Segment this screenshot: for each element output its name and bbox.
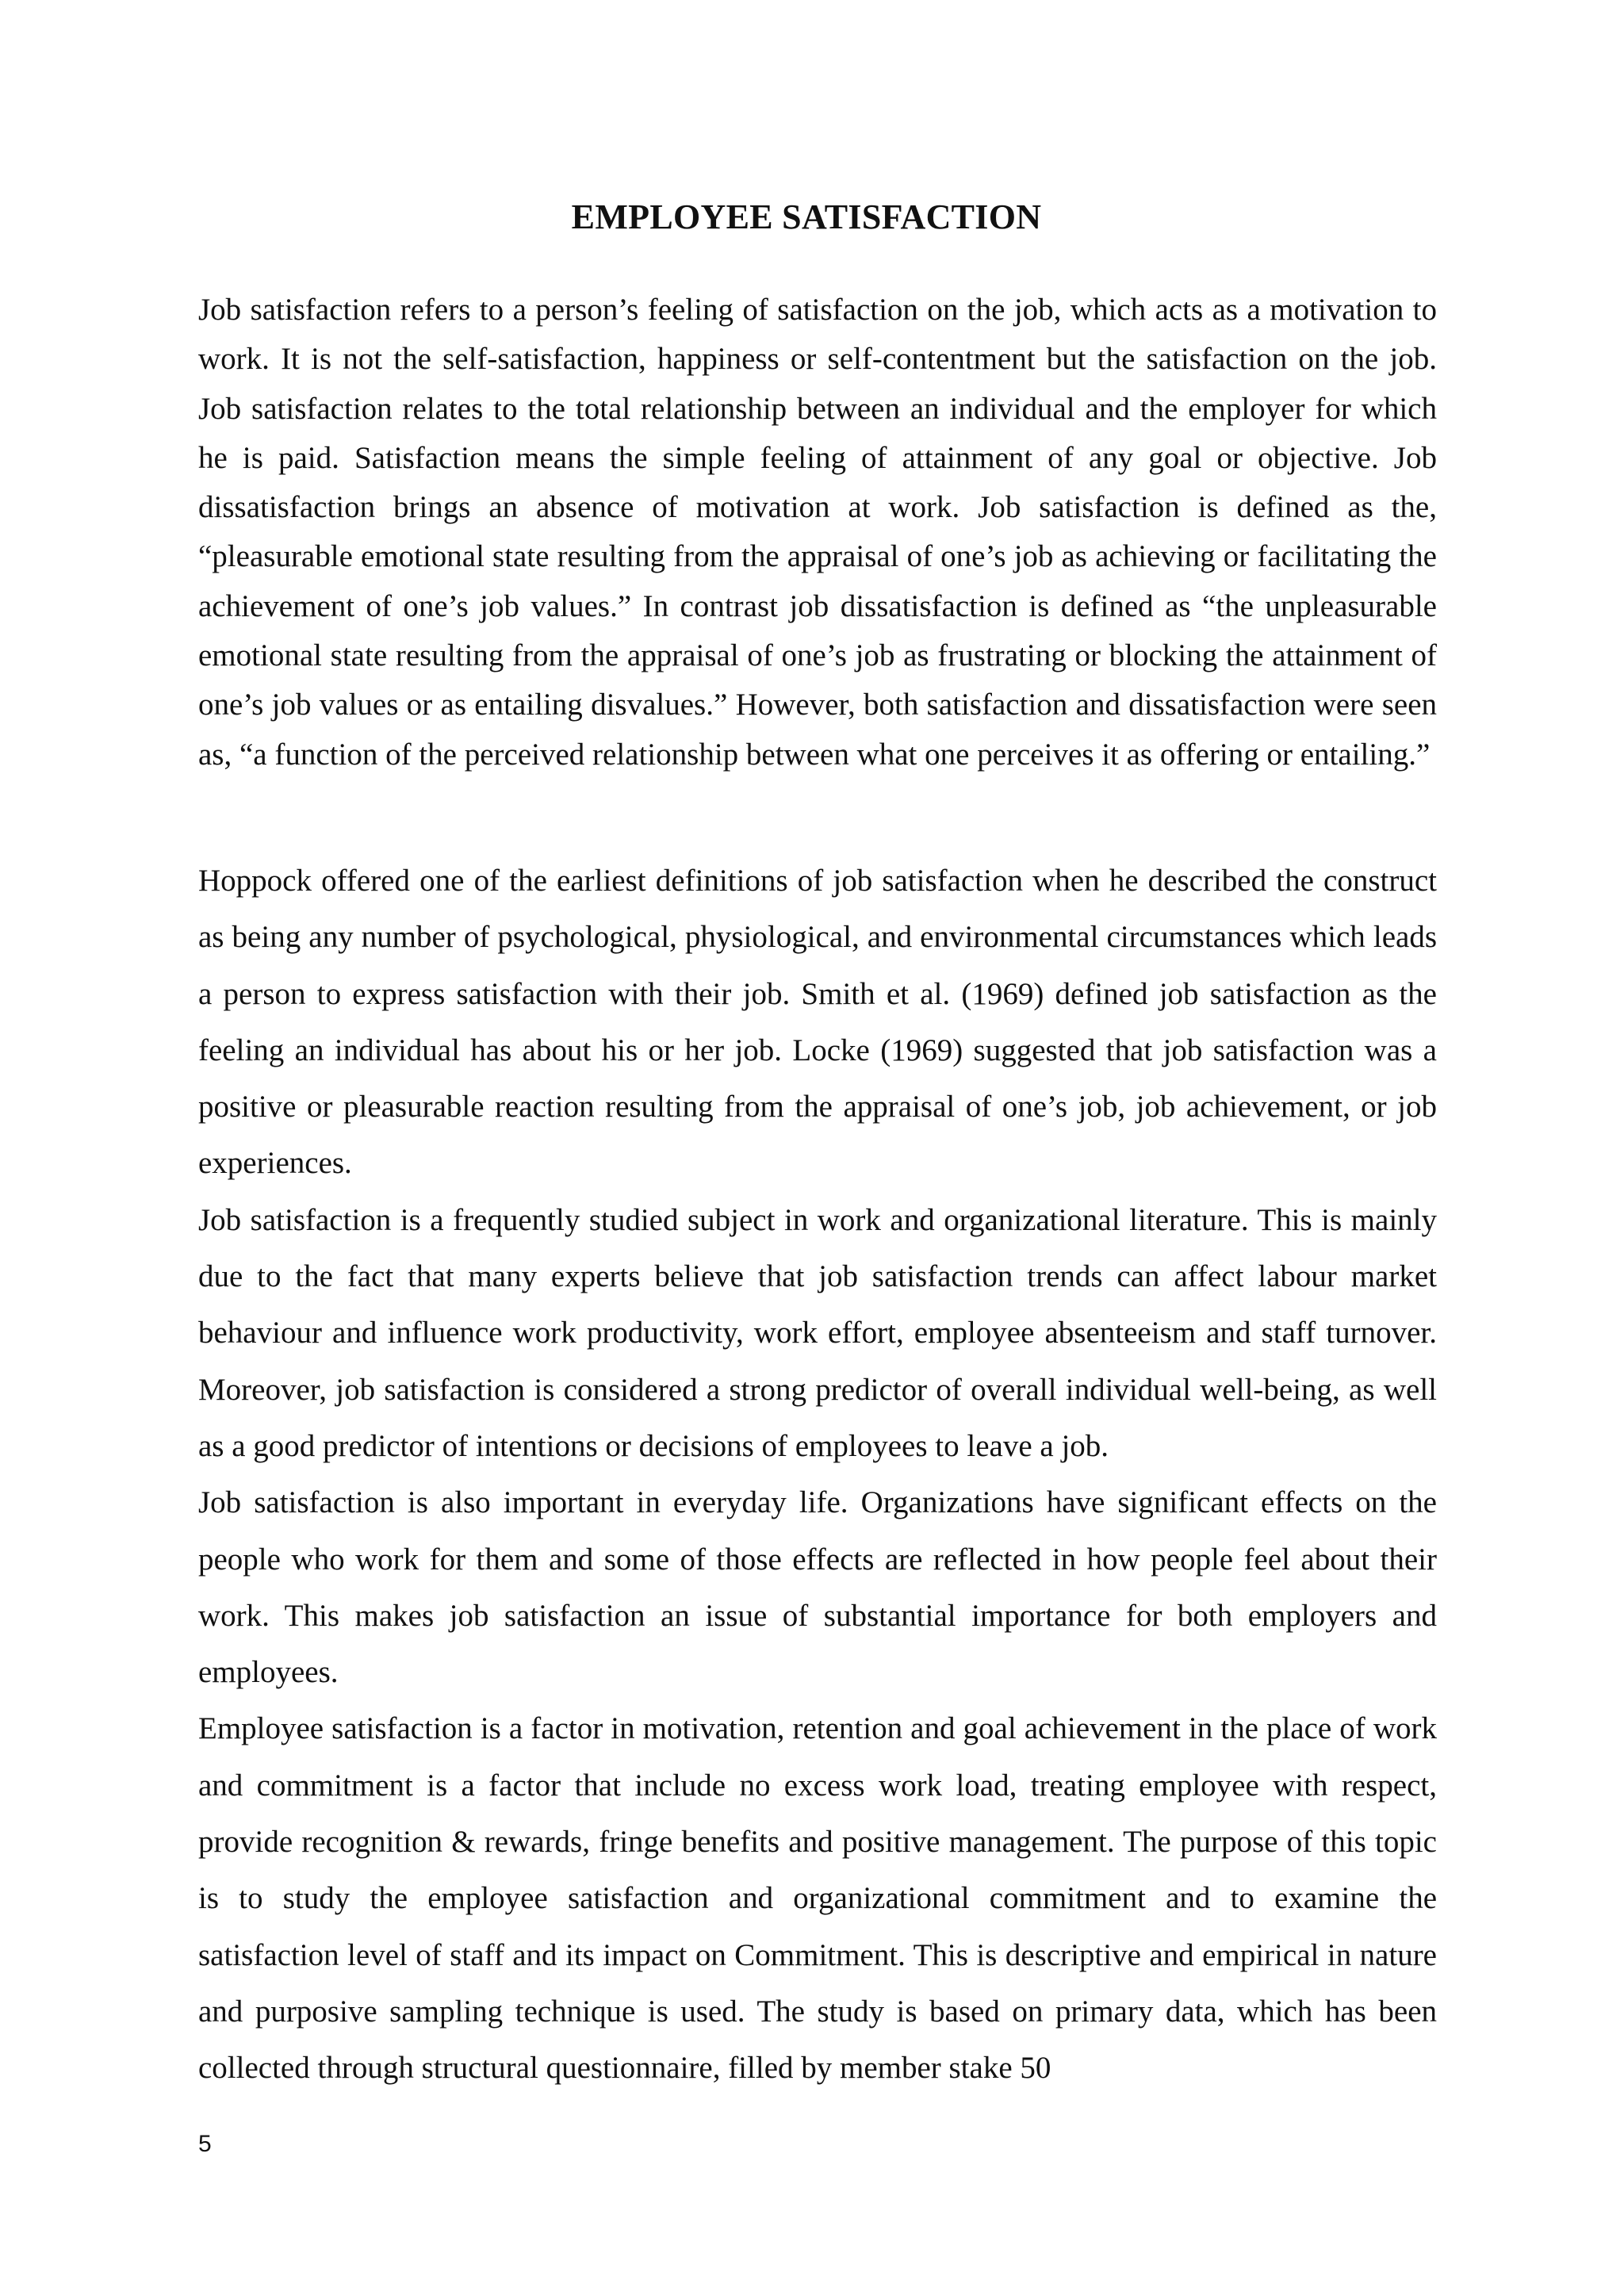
body-text-section (198, 852, 1437, 2097)
paragraph-hoppock-definitions: Hoppock offered one of the earliest definitions of job satisfaction when he described the construct as being any number of psychological, physiological, and environmental circumstances which leads a person to express satisfaction with their job. Smith et al. (1969) defined job satisfaction as the feeling an individual has about his or her job. Locke (1969) suggested that job satisfaction was a positive or pleasurable reaction resulting from the appraisal of one’s job, job achievement, or job experiences. (198, 864, 1437, 1181)
paragraph-everyday-life: Job satisfaction is also important in everyday life. Organizations have significant effects on the people who work for them and some of those effects are reflected in how people feel about their work. This makes job satisfaction an issue of substantial importance for both employers and employees. (198, 1485, 1437, 1690)
page-title: EMPLOYEE SATISFACTION (571, 197, 1042, 236)
paragraph-literature-importance: Job satisfaction is a frequently studied subject in work and organizational literature. This is mainly due to the fact that many experts believe that job satisfaction trends can affect labour market behaviour and influence work productivity, work effort, employee absenteeism and staff turnover. Moreover, job satisfaction is considered a strong predictor of overall individual well-being, as well as a good predictor of intentions or decisions of employees to leave a job. (198, 1202, 1437, 1463)
paragraph-study-purpose: Employee satisfaction is a factor in motivation, retention and goal achievement in the place of work and commitment is a factor that include no excess work load, treating employee with respect, provide recognition & rewards, fringe benefits and positive management. The purpose of this topic is to study the employee satisfaction and organizational commitment and to examine the satisfaction level of staff and its impact on Commitment. This is descriptive and empirical in nature and purposive sampling technique is used. The study is based on primary data, which has been collected through structural questionnaire, filled by member stake 50 (198, 1711, 1437, 2086)
paragraph-job-satisfaction-definition: Job satisfaction refers to a person’s feeling of satisfaction on the job, which acts as a motivation to work. It is not the self-satisfaction, happiness or self-contentment but the satisfaction on the job. Job satisfaction relates to the total relationship between an individual and the employer for which he is paid. Satisfaction means the simple feeling of attainment of any goal or objective. Job dissatisfaction brings an absence of motivation at work. Job satisfaction is defined as the, “pleasurable emotional state resulting from the appraisal of one’s job as achieving or facilitating the achievement of one’s job values.” In contrast job dissatisfaction is defined as “the unpleasurable emotional state resulting from the appraisal of one’s job as frustrating or blocking the attainment of one’s job values or as entailing disvalues.” However, both satisfaction and dissatisfaction were seen as, “a function of the perceived relationship between what one perceives it as offering or entailing.” (198, 293, 1437, 772)
page-number: 5 (198, 2131, 212, 2157)
